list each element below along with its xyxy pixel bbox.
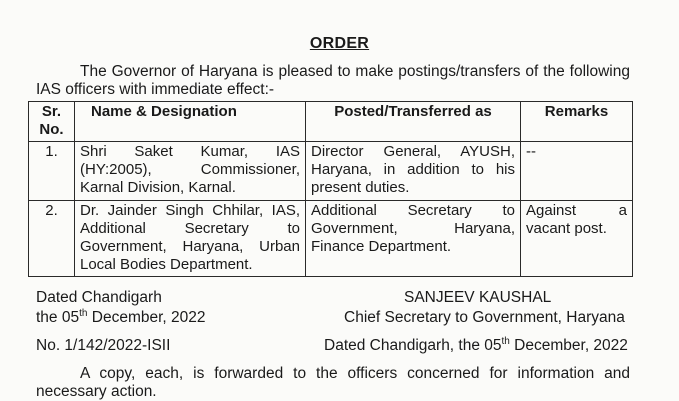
header-name-designation: Name & Designation: [75, 102, 306, 142]
header-sr-line1: Sr.: [41, 103, 62, 120]
postings-table: [28, 101, 633, 277]
table-row: [29, 201, 633, 277]
row-name: Dr. Jainder Singh Chhilar, IAS, Additional Secretary to Government, Haryana, Urban Local Bodies Department.: [75, 201, 306, 277]
header-posted-transferred: Posted/Transferred as: [306, 102, 521, 142]
table-header-row: [29, 102, 633, 142]
dated-right: [324, 337, 628, 355]
table-row: [29, 142, 633, 201]
dated-date-prefix: the 05: [36, 309, 80, 326]
row-posted: Director General, AYUSH, Haryana, in addition to his present duties.: [306, 142, 521, 201]
row-remarks: --: [521, 142, 633, 201]
order-number: No. 1/142/2022-ISII: [36, 337, 171, 354]
dated-right-sup: th: [501, 335, 510, 347]
dated-right-suffix: December, 2022: [509, 337, 628, 354]
row-remarks: Against a vacant post.: [521, 201, 633, 277]
signatory-title: Chief Secretary to Government, Haryana: [344, 309, 625, 326]
order-heading: ORDER: [309, 35, 370, 52]
dated-date-sup: th: [79, 307, 88, 319]
order-intro: The Governor of Haryana is pleased to make postings/transfers of the following IAS officers with immediate effect:-: [36, 63, 630, 98]
header-sr-line2: No.: [39, 121, 64, 138]
signatory-name: SANJEEV KAUSHAL: [404, 289, 552, 306]
header-remarks: Remarks: [521, 102, 633, 142]
row-name: Shri Saket Kumar, IAS (HY:2005), Commissioner, Karnal Division, Karnal.: [75, 142, 306, 201]
dated-place: Dated Chandigarh: [36, 289, 162, 306]
forward-note: A copy, each, is forwarded to the officers concerned for information and necessary action.: [36, 365, 630, 400]
dated-right-prefix: Dated Chandigarh, the 05: [324, 337, 502, 354]
dated-date-suffix: December, 2022: [87, 309, 206, 326]
row-posted: Additional Secretary to Government, Haryana, Finance Department.: [306, 201, 521, 277]
dated-date: [36, 309, 206, 327]
row-sr: 2.: [29, 201, 75, 277]
header-sr-no: [29, 102, 75, 142]
row-sr: 1.: [29, 142, 75, 201]
